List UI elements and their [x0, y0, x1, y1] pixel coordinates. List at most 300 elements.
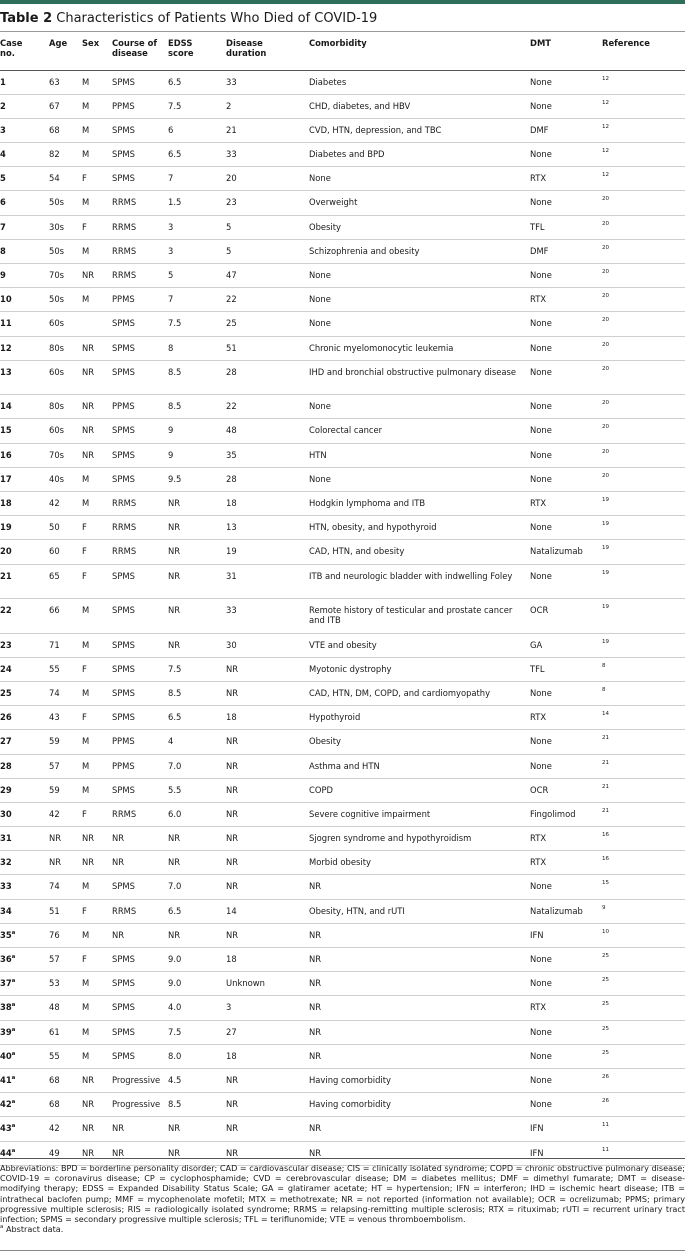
cell-age: 61 — [49, 1020, 82, 1044]
cell-case-no: 23 — [0, 633, 49, 657]
cell-sex: NR — [82, 1068, 112, 1092]
reference-citation: 21 — [602, 783, 609, 790]
cell-age: 42 — [49, 802, 82, 826]
cell-reference — [602, 802, 685, 826]
cell-reference — [602, 948, 685, 972]
cell-reference — [602, 657, 685, 681]
cell-duration: 47 — [226, 264, 309, 288]
cell-comorbidity: Myotonic dystrophy — [309, 657, 530, 681]
cell-course: RRMS — [112, 239, 168, 263]
cell-edss: NR — [168, 540, 226, 564]
cell-course: RRMS — [112, 492, 168, 516]
cell-course: Progressive — [112, 1093, 168, 1117]
reference-citation: 20 — [602, 400, 609, 407]
cell-age: 70s — [49, 264, 82, 288]
cell-case-no: 42$^a$ — [0, 1093, 49, 1117]
cell-reference — [602, 754, 685, 778]
top-accent-bar — [0, 0, 685, 4]
cell-duration: 35 — [226, 443, 309, 467]
cell-case-no: 20 — [0, 540, 49, 564]
cell-edss: 3 — [168, 215, 226, 239]
cell-dmt: None — [530, 70, 602, 94]
reference-citation: 15 — [602, 880, 609, 887]
cell-sex: M — [82, 972, 112, 996]
cell-edss: 4.5 — [168, 1068, 226, 1092]
cell-course: NR — [112, 851, 168, 875]
table-row — [0, 336, 685, 360]
reference-citation: 25 — [602, 1049, 609, 1056]
cell-age: 68 — [49, 1093, 82, 1117]
table-row — [0, 1068, 685, 1092]
cell-sex: M — [82, 1044, 112, 1068]
cell-case-no: 29 — [0, 778, 49, 802]
cell-comorbidity: Hypothyroid — [309, 706, 530, 730]
cell-case-no: 28 — [0, 754, 49, 778]
cell-course: SPMS — [112, 360, 168, 395]
cell-sex: M — [82, 754, 112, 778]
cell-edss: 6.0 — [168, 802, 226, 826]
cell-sex: F — [82, 215, 112, 239]
table-row — [0, 312, 685, 336]
cell-sex: M — [82, 94, 112, 118]
cell-dmt: RTX — [530, 288, 602, 312]
cell-age: 48 — [49, 996, 82, 1020]
cell-course: SPMS — [112, 681, 168, 705]
cell-duration: 33 — [226, 70, 309, 94]
cell-edss: 7.5 — [168, 312, 226, 336]
cell-sex: NR — [82, 395, 112, 419]
cell-dmt: TFL — [530, 215, 602, 239]
cell-case-no: 10 — [0, 288, 49, 312]
cell-dmt: GA — [530, 633, 602, 657]
cell-sex: M — [82, 633, 112, 657]
cell-edss: 7.5 — [168, 94, 226, 118]
table-row — [0, 875, 685, 899]
cell-comorbidity: NR — [309, 948, 530, 972]
cell-course: RRMS — [112, 264, 168, 288]
cell-age: 60s — [49, 419, 82, 443]
reference-citation: 19 — [602, 497, 609, 503]
cell-case-no: 16 — [0, 443, 49, 467]
abstract-footnote-marker: a — [11, 1147, 16, 1154]
cell-dmt: None — [530, 395, 602, 419]
cell-reference — [602, 360, 685, 395]
cell-sex: F — [82, 657, 112, 681]
cell-course: PPMS — [112, 754, 168, 778]
cell-duration: NR — [226, 754, 309, 778]
cell-comorbidity: Obesity — [309, 730, 530, 754]
table-row — [0, 264, 685, 288]
cell-course: SPMS — [112, 875, 168, 899]
cell-sex: NR — [82, 264, 112, 288]
cell-comorbidity: Severe cognitive impairment — [309, 802, 530, 826]
cell-course: SPMS — [112, 564, 168, 599]
cell-age: 63 — [49, 70, 82, 94]
cell-case-no: 39$^a$ — [0, 1020, 49, 1044]
cell-case-no: 3 — [0, 118, 49, 142]
cell-course: SPMS — [112, 1044, 168, 1068]
reference-citation: 12 — [602, 75, 609, 82]
cell-sex: NR — [82, 1093, 112, 1117]
cell-comorbidity: Remote history of testicular and prostate cancer and ITB — [309, 599, 530, 634]
cell-reference — [602, 1117, 685, 1141]
table-row — [0, 492, 685, 516]
cell-reference — [602, 923, 685, 947]
cell-dmt: None — [530, 1093, 602, 1117]
cell-age: 30s — [49, 215, 82, 239]
cell-edss: 1.5 — [168, 191, 226, 215]
cell-edss: 5 — [168, 264, 226, 288]
cell-course: RRMS — [112, 899, 168, 923]
cell-case-no: 31 — [0, 827, 49, 851]
cell-edss: NR — [168, 492, 226, 516]
cell-duration: NR — [226, 730, 309, 754]
cell-sex: NR — [82, 1141, 112, 1165]
cell-comorbidity: None — [309, 167, 530, 191]
cell-comorbidity: CHD, diabetes, and HBV — [309, 94, 530, 118]
cell-comorbidity: NR — [309, 923, 530, 947]
cell-dmt: DMF — [530, 118, 602, 142]
cell-reference — [602, 143, 685, 167]
reference-citation: 20 — [602, 317, 609, 324]
col-header-comorbidity: Comorbidity — [309, 38, 367, 48]
table-header-row — [0, 34, 685, 70]
table-title — [0, 11, 377, 26]
cell-case-no: 17 — [0, 467, 49, 491]
cell-age: NR — [49, 851, 82, 875]
cell-age: 66 — [49, 599, 82, 634]
cell-reference — [602, 996, 685, 1020]
cell-edss: NR — [168, 599, 226, 634]
cell-age: 74 — [49, 875, 82, 899]
cell-age: 50s — [49, 239, 82, 263]
cell-duration: 14 — [226, 899, 309, 923]
cell-duration: 25 — [226, 312, 309, 336]
reference-citation: 14 — [602, 711, 609, 718]
table-row — [0, 1117, 685, 1141]
cell-dmt: None — [530, 754, 602, 778]
cell-case-no: 7 — [0, 215, 49, 239]
cell-comorbidity: Asthma and HTN — [309, 754, 530, 778]
cell-case-no: 19 — [0, 516, 49, 540]
table-row — [0, 94, 685, 118]
cell-age: 80s — [49, 395, 82, 419]
table-row — [0, 215, 685, 239]
cell-sex: M — [82, 288, 112, 312]
cell-age: 68 — [49, 118, 82, 142]
cell-dmt: OCR — [530, 599, 602, 634]
table-row — [0, 564, 685, 599]
cell-duration: 28 — [226, 467, 309, 491]
reference-citation: 16 — [602, 832, 609, 839]
cell-sex: M — [82, 143, 112, 167]
col-header-edss: EDSS score — [168, 38, 194, 58]
cell-comorbidity: Hodgkin lymphoma and ITB — [309, 492, 530, 516]
table-footnotes — [0, 1163, 685, 1234]
cell-dmt: None — [530, 1068, 602, 1092]
cell-edss: NR — [168, 1117, 226, 1141]
abstract-footnote-marker: a — [11, 1074, 16, 1081]
abbreviations-note: Abbreviations: BPD = borderline personality disorder; CAD = cardiovascular disease; CIS = clinically isolated syndrome; COPD = chronic obstructive pulmonary disease; COVID-19 = coronavirus disease; CP = cyclophosphamide; CVD = cerebrovascular disease; DM = diabetes mellitus; DMF = dimethyl fumarate; DMT = disease-modifying therapy; EDSS = Expanded Disability Status Scale; GA = glatiramer acetate; HT = hypertension; IFN = interferon; IHD = ischemic heart disease; ITB = intrathecal baclofen pump; MMF = mycophenolate mofetil; MTX = methotrexate; NR = not reported (information not available); OCR = ocrelizumab; PPMS; primary progressive multiple sclerosis; RIS = radiologically isolated syndrome; RRMS = relapsing-remitting multiple sclerosis; RTX = rituximab; rUTI = recurrent urinary tract infection; SPMS = secondary progressive multiple sclerosis; TFL = teriflunomide; VTE = venous thromboembolism. — [0, 1163, 685, 1225]
abstract-footnote-marker: a — [11, 1099, 16, 1106]
col-header-duration: Disease duration — [226, 38, 267, 58]
cell-course: RRMS — [112, 215, 168, 239]
table-row — [0, 360, 685, 395]
cell-course: SPMS — [112, 633, 168, 657]
cell-edss: 9.0 — [168, 948, 226, 972]
table-row — [0, 239, 685, 263]
cell-age: 50s — [49, 288, 82, 312]
cell-edss: 7.5 — [168, 657, 226, 681]
table-row — [0, 802, 685, 826]
cell-sex: NR — [82, 827, 112, 851]
cell-case-no: 34 — [0, 899, 49, 923]
cell-edss: NR — [168, 516, 226, 540]
reference-citation: 20 — [602, 220, 609, 227]
cell-duration: 23 — [226, 191, 309, 215]
cell-duration: 27 — [226, 1020, 309, 1044]
cell-sex: F — [82, 948, 112, 972]
cell-case-no: 30 — [0, 802, 49, 826]
reference-citation: 20 — [602, 293, 609, 300]
cell-reference — [602, 1093, 685, 1117]
cell-case-no: 21 — [0, 564, 49, 599]
cell-edss: 9.5 — [168, 467, 226, 491]
cell-course: SPMS — [112, 143, 168, 167]
reference-citation: 19 — [602, 545, 609, 552]
table-row — [0, 540, 685, 564]
cell-case-no: 26 — [0, 706, 49, 730]
cell-age: 43 — [49, 706, 82, 730]
reference-citation: 20 — [602, 196, 609, 203]
cell-course: PPMS — [112, 730, 168, 754]
table-row — [0, 851, 685, 875]
cell-edss: 6 — [168, 118, 226, 142]
reference-citation: 19 — [602, 521, 609, 528]
cell-dmt: Natalizumab — [530, 899, 602, 923]
cell-duration: 18 — [226, 492, 309, 516]
cell-reference — [602, 972, 685, 996]
cell-reference — [602, 851, 685, 875]
cell-age: 82 — [49, 143, 82, 167]
table-row — [0, 754, 685, 778]
cell-duration: 20 — [226, 167, 309, 191]
patients-table — [0, 34, 685, 1166]
cell-comorbidity: NR — [309, 996, 530, 1020]
cell-reference — [602, 778, 685, 802]
cell-edss: 7 — [168, 288, 226, 312]
cell-age: 40s — [49, 467, 82, 491]
page-end-rule — [0, 1250, 685, 1251]
cell-comorbidity: None — [309, 312, 530, 336]
reference-citation: 12 — [602, 172, 609, 179]
table-row — [0, 599, 685, 634]
cell-age: 57 — [49, 754, 82, 778]
cell-age: 76 — [49, 923, 82, 947]
cell-edss: 6.5 — [168, 706, 226, 730]
abstract-footnote-marker: a — [11, 978, 16, 985]
reference-citation: 26 — [602, 1073, 609, 1080]
table-row — [0, 996, 685, 1020]
reference-citation: 19 — [602, 569, 609, 576]
cell-edss: NR — [168, 1141, 226, 1165]
cell-duration: Unknown — [226, 972, 309, 996]
cell-age: 74 — [49, 681, 82, 705]
table-row — [0, 143, 685, 167]
cell-edss: 6.5 — [168, 70, 226, 94]
cell-dmt: RTX — [530, 827, 602, 851]
cell-course: PPMS — [112, 288, 168, 312]
table-row — [0, 516, 685, 540]
cell-course: SPMS — [112, 118, 168, 142]
cell-dmt: None — [530, 1020, 602, 1044]
table-row — [0, 633, 685, 657]
table-row — [0, 467, 685, 491]
cell-comorbidity: None — [309, 288, 530, 312]
cell-sex: M — [82, 118, 112, 142]
cell-case-no: 32 — [0, 851, 49, 875]
cell-age: 67 — [49, 94, 82, 118]
cell-comorbidity: COPD — [309, 778, 530, 802]
cell-age: 53 — [49, 972, 82, 996]
cell-comorbidity: NR — [309, 972, 530, 996]
cell-comorbidity: HTN, obesity, and hypothyroid — [309, 516, 530, 540]
cell-sex: M — [82, 239, 112, 263]
cell-dmt: RTX — [530, 167, 602, 191]
cell-sex: F — [82, 564, 112, 599]
cell-age: 55 — [49, 1044, 82, 1068]
cell-duration: 30 — [226, 633, 309, 657]
cell-duration: 5 — [226, 239, 309, 263]
col-header-case-no: Case no. — [0, 38, 23, 58]
reference-citation: 16 — [602, 856, 609, 863]
cell-age: NR — [49, 827, 82, 851]
cell-sex: M — [82, 467, 112, 491]
cell-dmt: None — [530, 360, 602, 395]
table-row — [0, 1020, 685, 1044]
cell-comorbidity: Morbid obesity — [309, 851, 530, 875]
table-row — [0, 443, 685, 467]
cell-sex: F — [82, 540, 112, 564]
table-row — [0, 827, 685, 851]
cell-sex: M — [82, 492, 112, 516]
cell-comorbidity: None — [309, 395, 530, 419]
cell-case-no: 13 — [0, 360, 49, 395]
cell-comorbidity: Having comorbidity — [309, 1093, 530, 1117]
cell-case-no: 43$^a$ — [0, 1117, 49, 1141]
reference-citation: 19 — [602, 604, 609, 611]
table-row — [0, 730, 685, 754]
cell-course: RRMS — [112, 516, 168, 540]
cell-case-no: 25 — [0, 681, 49, 705]
cell-duration: NR — [226, 657, 309, 681]
reference-citation: 19 — [602, 638, 609, 645]
cell-edss: 9 — [168, 443, 226, 467]
cell-sex: F — [82, 899, 112, 923]
cell-reference — [602, 336, 685, 360]
cell-comorbidity: Chronic myelomonocytic leukemia — [309, 336, 530, 360]
col-header-sex: Sex — [82, 38, 100, 48]
cell-reference — [602, 215, 685, 239]
cell-comorbidity: CAD, HTN, DM, COPD, and cardiomyopathy — [309, 681, 530, 705]
cell-duration: NR — [226, 778, 309, 802]
cell-course: Progressive — [112, 1068, 168, 1092]
reference-citation: 25 — [602, 1025, 609, 1032]
cell-comorbidity: NR — [309, 1141, 530, 1165]
cell-age: 59 — [49, 778, 82, 802]
cell-reference — [602, 681, 685, 705]
table-row — [0, 899, 685, 923]
cell-dmt: None — [530, 1044, 602, 1068]
footnote-marker: a — [0, 1224, 4, 1231]
reference-citation: 20 — [602, 424, 609, 431]
table-row — [0, 118, 685, 142]
table-row — [0, 972, 685, 996]
cell-dmt: RTX — [530, 706, 602, 730]
cell-dmt: None — [530, 264, 602, 288]
cell-duration: NR — [226, 1093, 309, 1117]
cell-duration: 21 — [226, 118, 309, 142]
cell-course: SPMS — [112, 778, 168, 802]
reference-citation: 9 — [602, 904, 606, 911]
cell-duration: NR — [226, 851, 309, 875]
cell-age: 55 — [49, 657, 82, 681]
cell-age: 60 — [49, 540, 82, 564]
cell-dmt: None — [530, 564, 602, 599]
cell-course: SPMS — [112, 657, 168, 681]
cell-comorbidity: NR — [309, 875, 530, 899]
cell-duration: 22 — [226, 288, 309, 312]
cell-comorbidity: None — [309, 467, 530, 491]
cell-course: PPMS — [112, 395, 168, 419]
title-divider — [0, 31, 685, 32]
cell-case-no: 2 — [0, 94, 49, 118]
cell-course: SPMS — [112, 996, 168, 1020]
cell-course: SPMS — [112, 948, 168, 972]
cell-sex: NR — [82, 851, 112, 875]
cell-reference — [602, 467, 685, 491]
abstract-footnote-marker: a — [11, 1026, 16, 1033]
cell-comorbidity: IHD and bronchial obstructive pulmonary disease — [309, 360, 530, 395]
cell-sex: M — [82, 730, 112, 754]
cell-comorbidity: Sjogren syndrome and hypothyroidism — [309, 827, 530, 851]
cell-age: 60s — [49, 312, 82, 336]
reference-citation: 20 — [602, 341, 609, 348]
cell-duration: 28 — [226, 360, 309, 395]
cell-reference — [602, 167, 685, 191]
cell-course: SPMS — [112, 312, 168, 336]
cell-case-no: 44$^a$ — [0, 1141, 49, 1165]
cell-edss: 9.0 — [168, 972, 226, 996]
cell-duration: NR — [226, 681, 309, 705]
cell-duration: NR — [226, 875, 309, 899]
cell-age: 65 — [49, 564, 82, 599]
cell-age: 59 — [49, 730, 82, 754]
cell-age: 50 — [49, 516, 82, 540]
cell-edss: 7.0 — [168, 875, 226, 899]
cell-dmt: None — [530, 94, 602, 118]
abstract-footnote-marker: a — [11, 1123, 16, 1130]
cell-age: 50s — [49, 191, 82, 215]
table-row — [0, 395, 685, 419]
cell-sex: M — [82, 1020, 112, 1044]
table-bottom-rule — [0, 1158, 685, 1159]
cell-case-no: 24 — [0, 657, 49, 681]
cell-dmt: DMF — [530, 239, 602, 263]
cell-edss: 8.5 — [168, 681, 226, 705]
table-row — [0, 706, 685, 730]
abstract-footnote-marker: a — [11, 929, 16, 936]
